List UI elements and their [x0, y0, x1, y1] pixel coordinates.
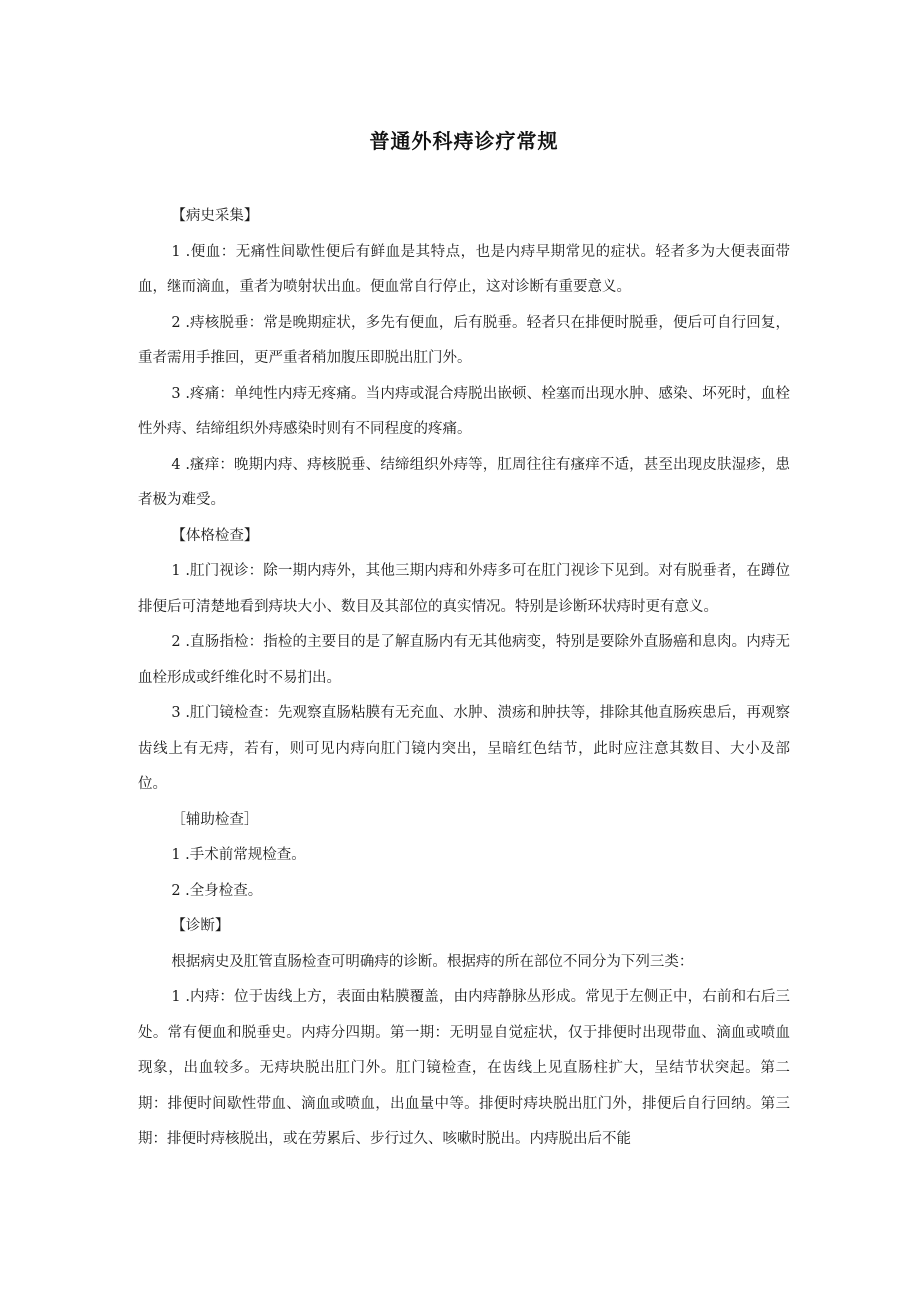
aux-item-2: 2 .全身检查。 [171, 882, 263, 899]
diagnosis-item-1: 1 .内痔：位于齿线上方，表面由粘膜覆盖，由内痔静脉丛形成。常见于左侧正中，右前和右后三处。常有便血和脱垂史。内痔分四期。第一期：无明显自觉症状，仅于排便时出现带血、滴血或喷血现象，出血较多。无痔块脱出肛门外。肛门镜检查，在齿线上见直肠柱扩大，呈结节状突起。第二期：排便时间歇性带血、滴血或喷血，出血量中等。排便时痔块脱出肛门外，排便后自行回纳。第三期：排便时痔核脱出，或在劳累后、步行过久、咳嗽时脱出。内痔脱出后不能 [138, 989, 790, 1147]
history-item-1: 1 .便血：无痛性间歇性便后有鲜血是其特点，也是内痔早期常见的症状。轻者多为大便表面带血，继而滴血，重者为喷射状出血。便血常自行停止，这对诊断有重要意义。 [138, 243, 790, 295]
diagnosis-intro: 根据病史及肛管直肠检查可明确痔的诊断。根据痔的所在部位不同分为下列三类： [171, 953, 694, 970]
history-item-4: 4 .瘙痒：晚期内痔、痔核脱垂、结缔组织外痔等，肛周往往有瘙痒不适，甚至出现皮肤湿疹，患者极为难受。 [138, 456, 790, 508]
section-heading-history: 【病史采集】 [171, 208, 259, 224]
section-heading-physical-exam: 【体格检查】 [171, 527, 259, 544]
aux-item-1: 1 .手术前常规检查。 [171, 847, 306, 863]
page-title: 普通外科痔诊疗常规 [369, 129, 559, 153]
history-item-3: 3 .疼痛：单纯性内痔无疼痛。当内痔或混合痔脱出嵌顿、栓塞而出现水肿、感染、坏死时，血栓性外痔、结缔组织外痔感染时则有不同程度的疼痛。 [138, 385, 790, 437]
exam-item-3: 3 .肛门镜检查：先观察直肠粘膜有无充血、水肿、溃疡和肿扶等，排除其他直肠疾患后，再观察齿线上有无痔，若有，则可见内痔向肛门镜内突出，呈暗红色结节，此时应注意其数目、大小及部位。 [138, 705, 790, 792]
exam-item-2: 2 .直肠指检：指检的主要目的是了解直肠内有无其他病变，特别是要除外直肠癌和息肉。内痔无血栓形成或纤维化时不易扪出。 [138, 634, 790, 686]
section-heading-diagnosis: 【诊断】 [171, 918, 230, 934]
document-body [138, 199, 790, 1158]
exam-item-1: 1 .肛门视诊：除一期内痔外，其他三期内痔和外痔多可在肛门视诊下见到。对有脱垂者，在蹲位排便后可清楚地看到痔块大小、数目及其部位的真实情况。特别是诊断环状痔时更有意义。 [138, 563, 790, 615]
history-item-2: 2 .痔核脱垂：常是晚期症状，多先有便血，后有脱垂。轻者只在排便时脱垂，便后可自行回复，重者需用手推回，更严重者稍加腹压即脱出肛门外。 [138, 314, 790, 366]
section-heading-auxiliary-exam: ［辅助检查］ [171, 811, 259, 828]
